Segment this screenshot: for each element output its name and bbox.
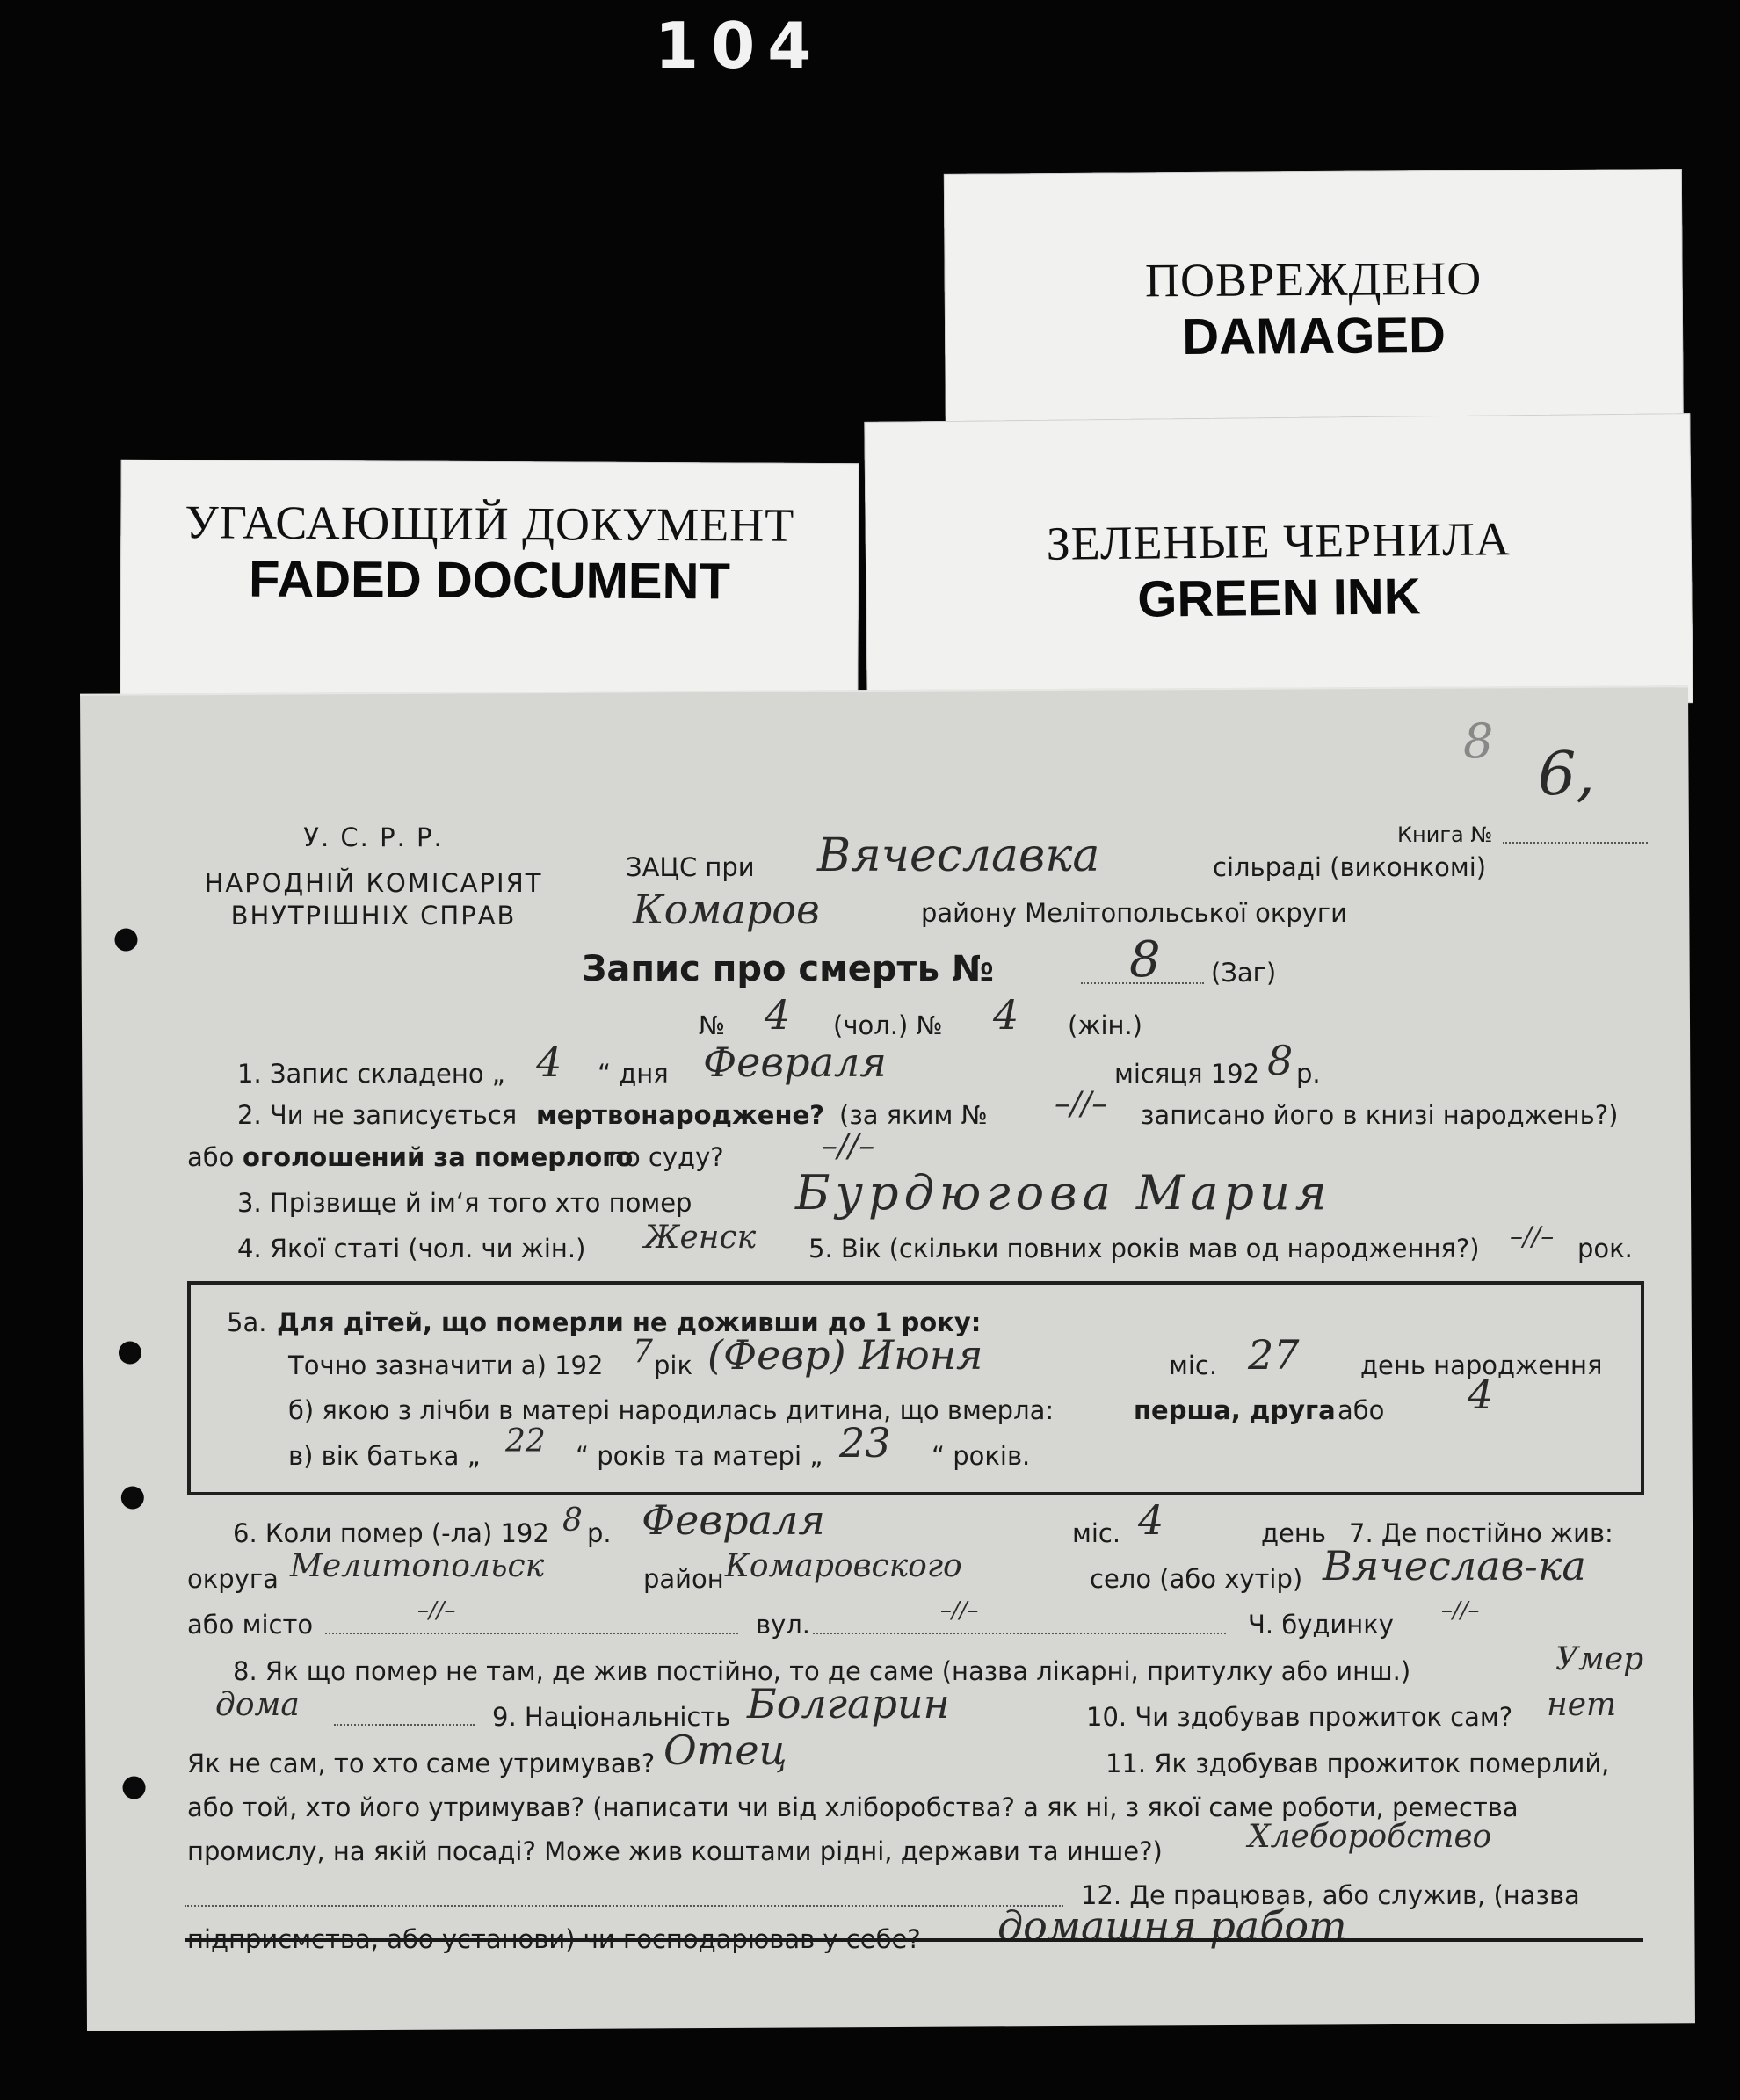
q5a-c-father: 22: [505, 1423, 546, 1459]
q2-d: записано його в книзі народжень?): [1141, 1100, 1619, 1130]
record-number: 8: [1129, 931, 1161, 988]
q5a-a-day: 27: [1248, 1331, 1300, 1379]
q5a-c-end: “ років.: [932, 1441, 1031, 1471]
form-title: Запис про смерть №: [582, 949, 995, 989]
zags-prefix: ЗАЦС при: [626, 852, 755, 882]
q1-mid: “ дня: [598, 1059, 669, 1089]
q7-label: 7. Де постійно жив:: [1349, 1518, 1613, 1548]
q5a-title: Для дітей, що померли не доживши до 1 року:: [277, 1307, 982, 1337]
header-republic: У. С. Р. Р.: [303, 822, 444, 852]
q2-stillborn: мертвонароджене?: [536, 1100, 824, 1130]
corner-mark: 8: [1463, 713, 1494, 769]
q5a-a-end: день народження: [1360, 1351, 1603, 1380]
q8-line: [334, 1724, 475, 1726]
q12-label: 12. Де працював, або служив, (назва: [1081, 1880, 1580, 1910]
q5a-b-val: 4: [1468, 1371, 1494, 1418]
q4-val: Женск: [644, 1220, 757, 1256]
q2-declared-dead: оголошений за померлого: [243, 1142, 634, 1172]
q6-mis: міс.: [1072, 1518, 1121, 1548]
okruga-label: округа: [187, 1564, 279, 1594]
q11-line3: промислу, на якій посаді? Може жив коштами рідні, держави та инше?): [187, 1836, 1163, 1866]
q5a-a-month: (Февр) Июня: [707, 1331, 983, 1379]
vul-line: [813, 1633, 1226, 1634]
zags-village: Вячеславка: [817, 829, 1100, 882]
q2-c: (за яким №: [839, 1100, 988, 1130]
q10b-label: Як не сам, то хто саме утримував?: [187, 1749, 656, 1778]
q9-label: 9. Національність: [492, 1702, 731, 1732]
q5-label: 5. Вік (скільки повних років мав од народження?): [808, 1234, 1480, 1264]
q5a-c: в) вік батька „: [288, 1441, 481, 1471]
num-female: 4: [993, 991, 1019, 1039]
q5-val: –//–: [1510, 1221, 1555, 1252]
q6-year: 8: [562, 1503, 583, 1539]
q11-blank-line: [185, 1905, 1063, 1907]
green-ink-card-ru: ЗЕЛЕНЫЕ ЧЕРНИЛА: [1046, 512, 1512, 570]
q10-label: 10. Чи здобував прожиток сам?: [1086, 1702, 1513, 1732]
q5a-c-mid: “ років та матері „: [576, 1441, 823, 1471]
zags-suffix: сільраді (виконкомі): [1213, 852, 1487, 882]
q1-year: 8: [1267, 1037, 1294, 1084]
rayon-label: район: [643, 1564, 724, 1594]
damaged-card-ru: ПОВРЕЖДЕНО: [1144, 251, 1483, 308]
faded-card-en: FADED DOCUMENT: [248, 550, 731, 611]
q5a-a-mis: міс.: [1169, 1351, 1218, 1380]
male-label: (чол.) №: [833, 1010, 943, 1040]
bottom-rule: [185, 1938, 1643, 1942]
q8-val-1: Умер: [1555, 1641, 1644, 1677]
num-male: 4: [765, 991, 791, 1039]
zag-label: (Заг): [1211, 958, 1277, 988]
q10b-val: Отец: [663, 1727, 787, 1774]
q8-label: 8. Як що помер не там, де жив постійно, то де саме (назва лікарні, притулку або инш.): [233, 1656, 1411, 1686]
q2-val2: –//–: [822, 1128, 875, 1164]
faded-card-ru: УГАСАЮЩИЙ ДОКУМЕНТ: [185, 496, 795, 552]
okruga-val: Мелитопольск: [290, 1548, 545, 1584]
q1-prefix: 1. Запис складено „: [237, 1059, 505, 1089]
q10-val: нет: [1547, 1687, 1617, 1723]
misto-label: або місто: [187, 1610, 314, 1640]
q5-unit: рок.: [1577, 1234, 1633, 1264]
q5a-b-bold: перша, друга: [1134, 1395, 1336, 1425]
q6-day: 4: [1138, 1496, 1164, 1544]
green-ink-card-en: GREEN INK: [1136, 568, 1421, 628]
q8-val-2: дома: [215, 1687, 300, 1723]
q11-line2: або той, хто його утримував? (написати чи від хліборобства? а як ні, з якої саме роботи, ремества: [187, 1792, 1519, 1822]
q11-val: Хлеборобство: [1248, 1819, 1492, 1855]
q3-deceased-name: Бурдюгова Мария: [795, 1165, 1332, 1220]
district-suffix: району Мелітопольської округи: [921, 898, 1348, 928]
vul-val: –//–: [940, 1597, 979, 1624]
vul-label: вул.: [756, 1610, 811, 1640]
damaged-card-en: DAMAGED: [1182, 306, 1446, 366]
q6-r: р.: [587, 1518, 612, 1548]
misto-line: [325, 1633, 738, 1634]
selo-val: Вячеслав-ка: [1323, 1542, 1586, 1589]
book-number-line: [1503, 842, 1648, 844]
female-label: (жін.): [1068, 1010, 1142, 1040]
header-commissariat-1: НАРОДНІЙ КОМІСАРІЯТ: [204, 868, 543, 898]
num-label: №: [699, 1010, 726, 1040]
q5a-b: б) якою з лічби в матері народилась дитина, що вмерла:: [288, 1395, 1055, 1425]
q1-day: 4: [536, 1039, 562, 1086]
q6-den: день: [1261, 1518, 1326, 1548]
q1-month: Февраля: [703, 1039, 887, 1086]
q2-val: –//–: [1055, 1086, 1108, 1122]
header-commissariat-2: ВНУТРІШНІХ СПРАВ: [230, 901, 517, 931]
q1-end: р.: [1296, 1059, 1321, 1089]
district-name: Комаров: [633, 886, 820, 933]
q3-label: 3. Прізвище й ім‘я того хто помер: [237, 1188, 692, 1218]
film-frame-number: 104: [655, 9, 824, 83]
q9-val: Болгарин: [747, 1680, 950, 1727]
book-label: Книга №: [1397, 822, 1493, 847]
q6-month: Февраля: [642, 1496, 825, 1544]
q12-val: домашня работ: [997, 1902, 1347, 1950]
q5a-a-year: 7: [633, 1334, 653, 1370]
q5a-c-mother: 23: [839, 1419, 891, 1466]
budynok-val: –//–: [1441, 1597, 1480, 1624]
q12-line2: підприємства, або установи) чи господарював у себе?: [187, 1924, 921, 1954]
misto-val: –//–: [417, 1597, 456, 1624]
q2-e: або: [187, 1142, 235, 1172]
q6-label: 6. Коли помер (-ла) 192: [233, 1518, 549, 1548]
q5a-a-rik: рік: [654, 1351, 692, 1380]
q11-label: 11. Як здобував прожиток померлий,: [1106, 1749, 1610, 1778]
q5a-a: Точно зазначити а) 192: [288, 1351, 604, 1380]
budynok-label: Ч. будинку: [1248, 1610, 1394, 1640]
rayon-val: Комаровского: [725, 1548, 962, 1584]
q1-suffix: місяця 192: [1114, 1059, 1260, 1089]
q2-a: 2. Чи не записується: [237, 1100, 518, 1130]
selo-label: село (або хутір): [1090, 1564, 1303, 1594]
q5a-b-abo: або: [1338, 1395, 1385, 1425]
book-number: 6,: [1538, 740, 1595, 809]
q5a-num: 5а.: [227, 1307, 267, 1337]
q2-g: по суду?: [608, 1142, 724, 1172]
q4-label: 4. Якої статі (чол. чи жін.): [237, 1234, 586, 1264]
